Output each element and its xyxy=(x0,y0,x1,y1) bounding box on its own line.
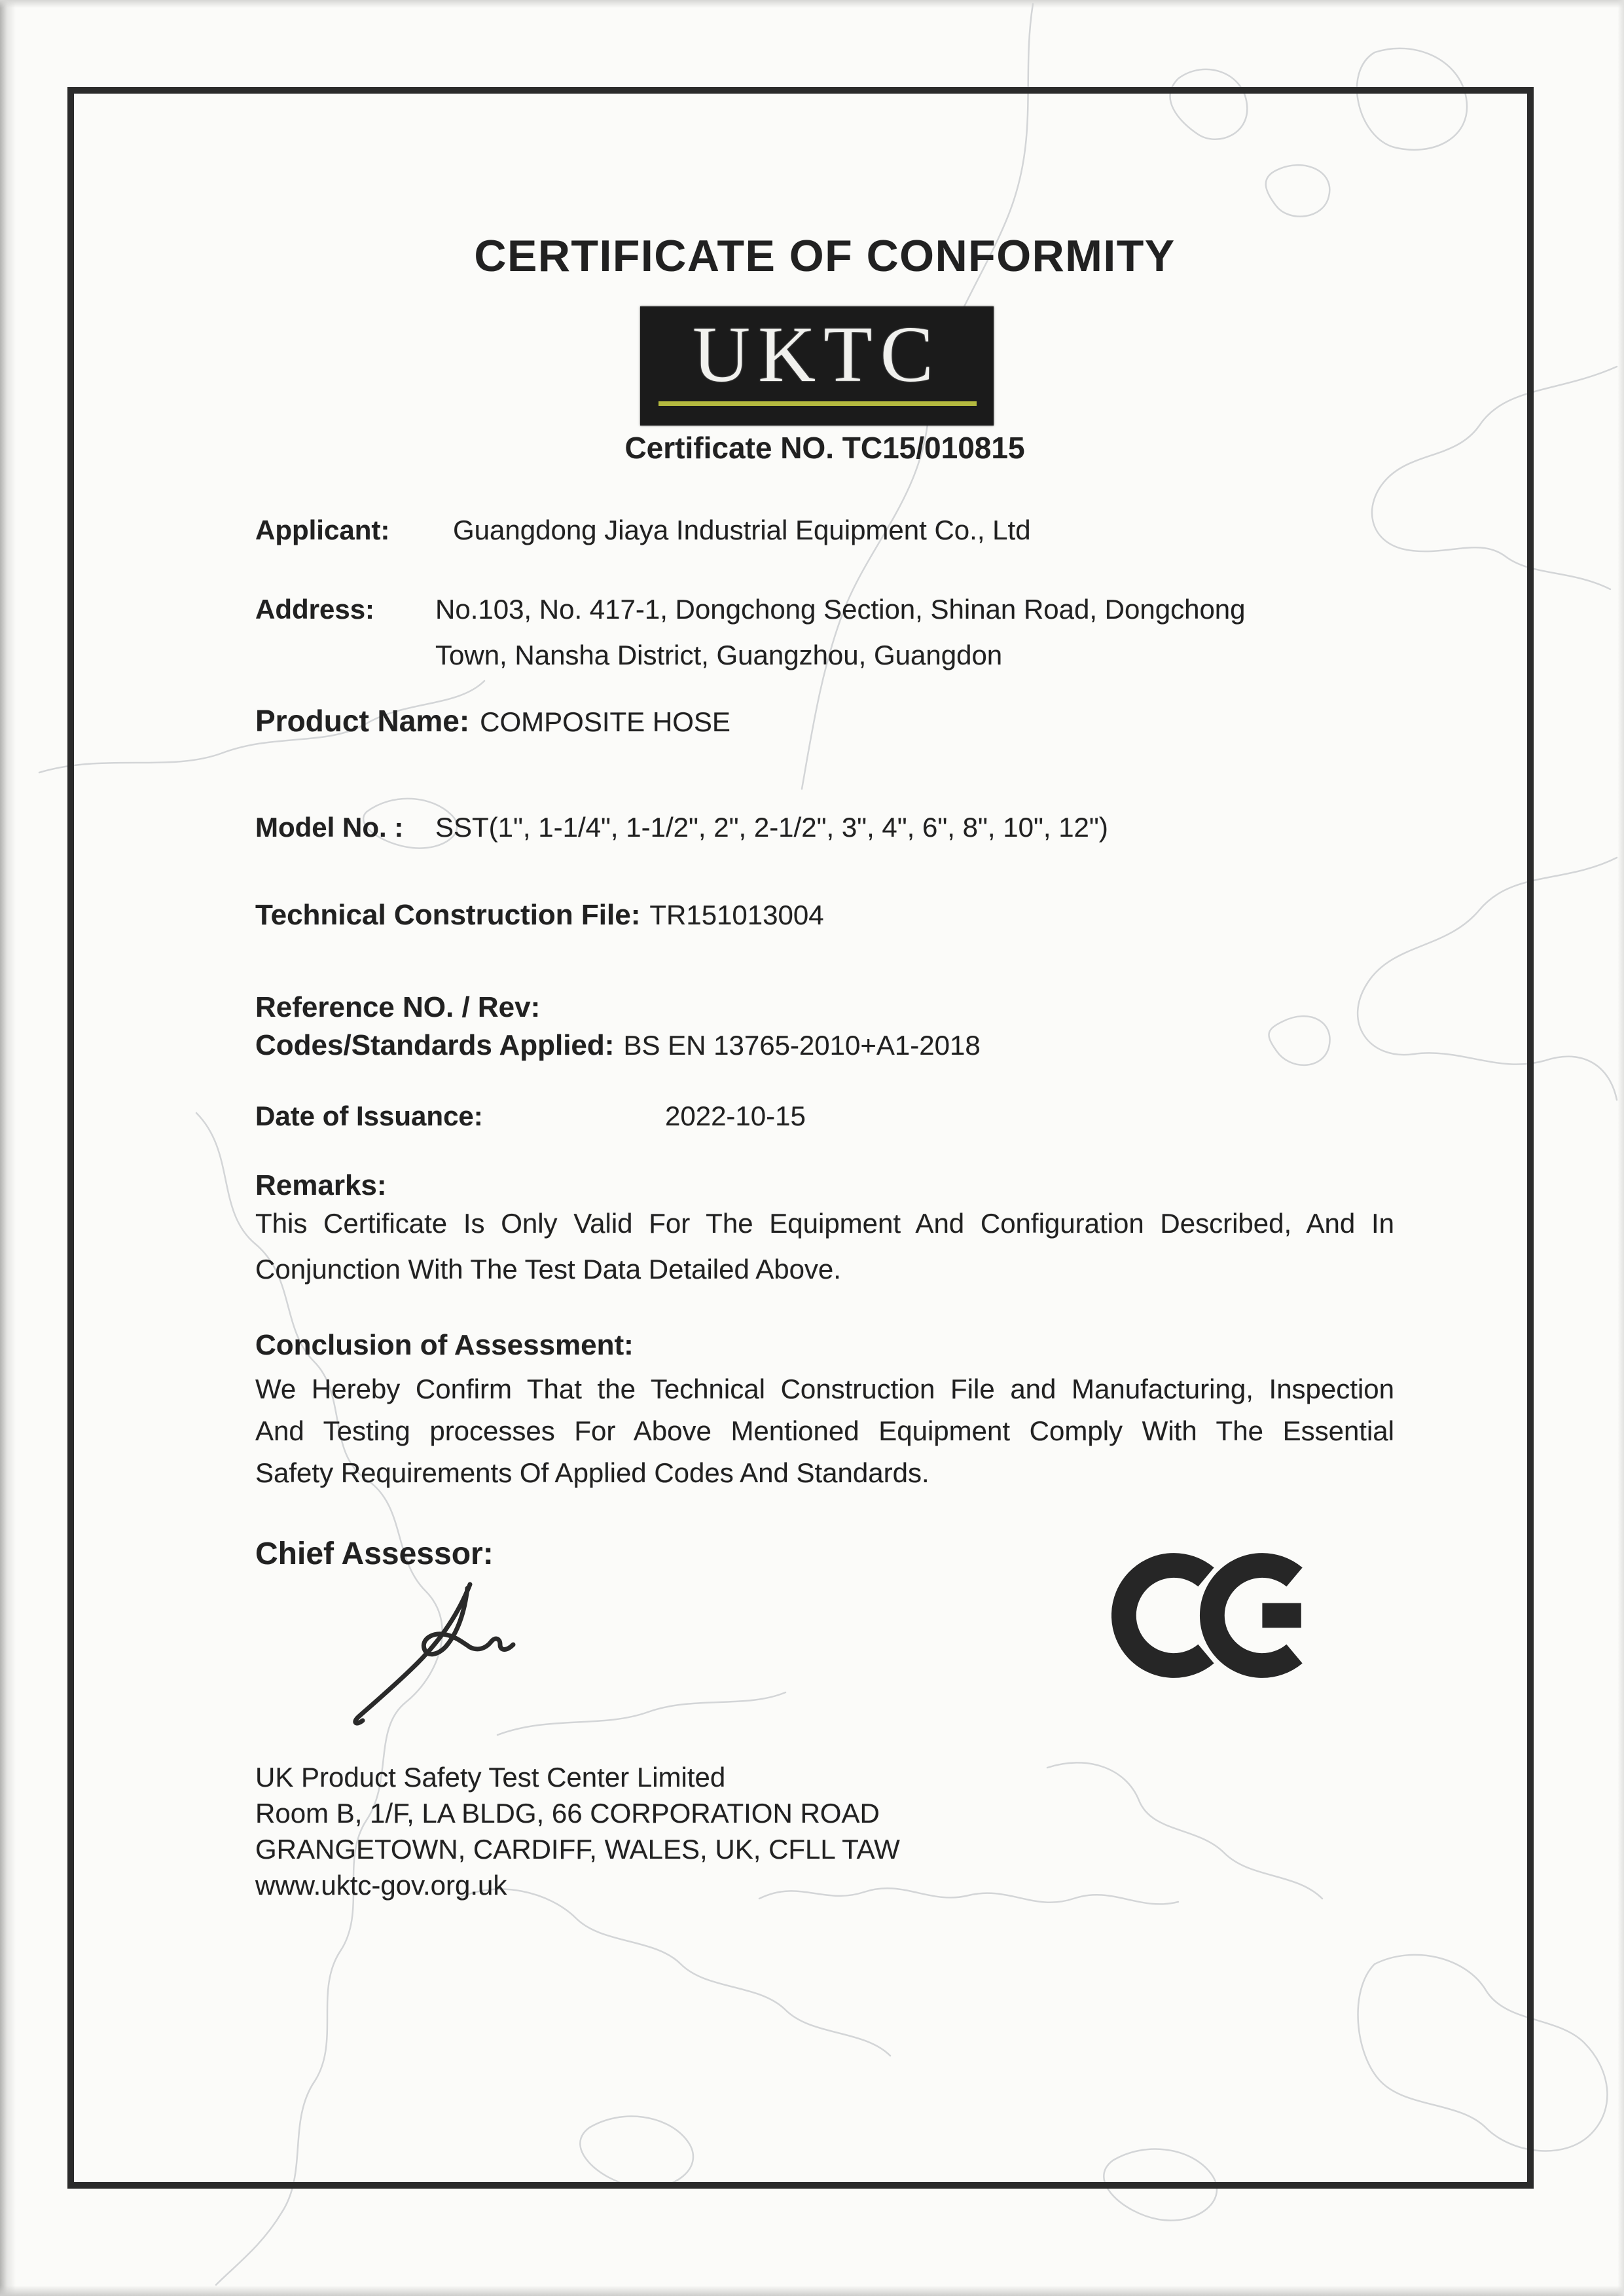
field-reference xyxy=(255,991,540,1024)
remarks-heading xyxy=(255,1169,387,1202)
field-value: SST(1", 1-1/4", 1-1/2", 2", 2-1/2", 3", 4", 6", 8", 10", 12") xyxy=(435,812,1108,843)
field-technical-construction-file xyxy=(255,899,824,932)
field-value: Guangdong Jiaya Industrial Equipment Co., Ltd xyxy=(453,515,1031,545)
field-date-of-issuance xyxy=(255,1101,806,1132)
scan-edge-left xyxy=(0,0,16,2296)
address-line-1: No.103, No. 417-1, Dongchong Section, Shinan Road, Dongchong xyxy=(435,594,1246,625)
conclusion-line-1: We Hereby Confirm That the Technical Construction File and Manufacturing, Inspection xyxy=(255,1374,1394,1404)
remarks-line-2: Conjunction With The Test Data Detailed Above. xyxy=(255,1254,841,1285)
field-label: Date of Issuance: xyxy=(255,1101,483,1131)
field-address xyxy=(255,587,1246,678)
field-value: 2022-10-15 xyxy=(665,1101,806,1131)
field-label: Model No. : xyxy=(255,812,404,843)
conclusion-line-3: Safety Requirements Of Applied Codes And Standards. xyxy=(255,1457,929,1488)
field-product-name xyxy=(255,703,731,738)
issuer-block xyxy=(255,1759,900,1903)
scan-edge-right xyxy=(1617,0,1624,2296)
issuer-address-line: Room B, 1/F, LA BLDG, 66 CORPORATION ROAD xyxy=(255,1798,880,1829)
field-value: TR151013004 xyxy=(649,900,824,930)
field-value xyxy=(435,587,1246,678)
field-label: Address: xyxy=(255,594,375,625)
logo-underline xyxy=(659,401,977,406)
section-label: Remarks: xyxy=(255,1169,387,1201)
ce-mark-icon xyxy=(1111,1553,1312,1678)
field-label: Codes/Standards Applied: xyxy=(255,1029,615,1061)
certificate-title: CERTIFICATE OF CONFORMITY xyxy=(474,231,1176,281)
issuer-address-line: GRANGETOWN, CARDIFF, WALES, UK, CFLL TAW xyxy=(255,1834,900,1865)
field-model-no xyxy=(255,812,1108,843)
issuer-name: UK Product Safety Test Center Limited xyxy=(255,1762,726,1793)
uktc-logo-text: UKTC xyxy=(692,310,942,399)
field-label: Technical Construction File: xyxy=(255,899,641,931)
chief-assessor-label: Chief Assessor: xyxy=(255,1537,494,1571)
assessor-signature xyxy=(306,1571,529,1741)
section-label: Conclusion of Assessment: xyxy=(255,1329,634,1361)
field-value: COMPOSITE HOSE xyxy=(480,706,731,737)
remarks-paragraph xyxy=(255,1201,1394,1292)
field-label: Product Name: xyxy=(255,704,470,738)
uktc-logo xyxy=(640,306,994,426)
conclusion-line-2: And Testing processes For Above Mentioned Equipment Comply With The Essential xyxy=(255,1415,1394,1446)
conclusion-paragraph xyxy=(255,1368,1394,1494)
scan-edge-bottom xyxy=(0,2286,1624,2296)
address-line-2: Town, Nansha District, Guangzhou, Guangdon xyxy=(435,640,1003,670)
field-codes-standards xyxy=(255,1029,981,1062)
field-applicant xyxy=(255,515,1031,546)
issuer-website: www.uktc-gov.org.uk xyxy=(255,1870,507,1901)
certificate-number: Certificate NO. TC15/010815 xyxy=(624,431,1025,465)
field-label: Applicant: xyxy=(255,515,390,545)
scan-edge-top xyxy=(0,0,1624,8)
conclusion-heading xyxy=(255,1329,634,1362)
field-value: BS EN 13765-2010+A1-2018 xyxy=(623,1030,981,1061)
field-label: Reference NO. / Rev: xyxy=(255,991,541,1023)
remarks-line-1: This Certificate Is Only Valid For The Equipment And Configuration Described, And In xyxy=(255,1208,1394,1239)
